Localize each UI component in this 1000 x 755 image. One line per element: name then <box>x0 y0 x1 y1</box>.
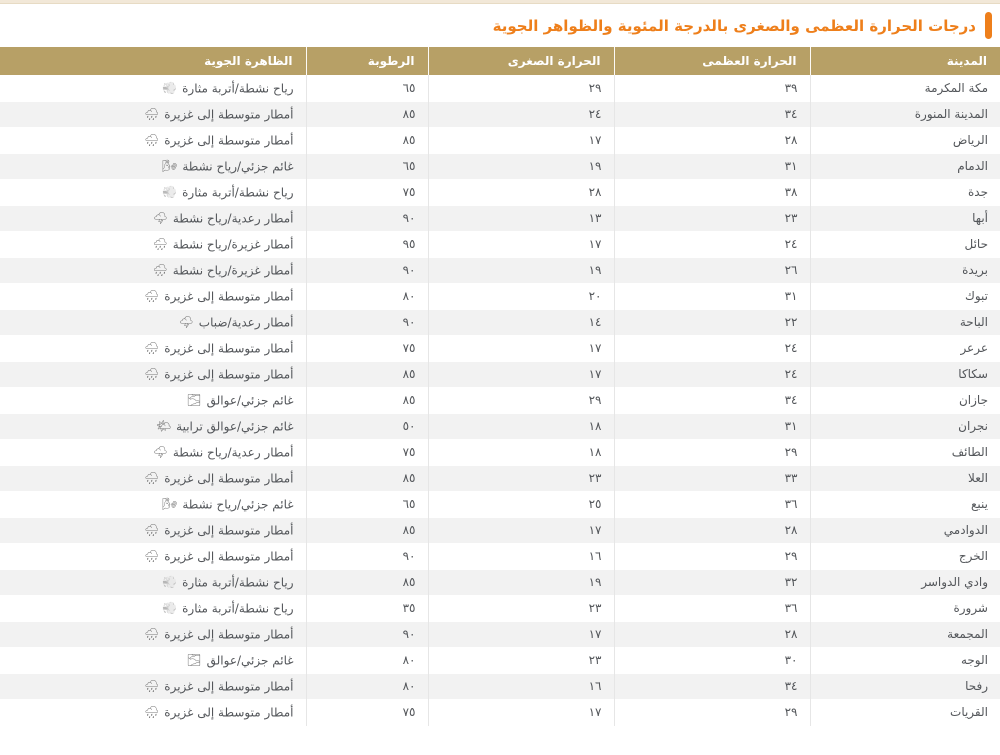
cell-max: ٢٤ <box>614 335 810 361</box>
cell-max: ٣٦ <box>614 491 810 517</box>
cell-max: ٢٤ <box>614 231 810 257</box>
cell-min: ١٤ <box>428 309 614 335</box>
rain-cloud-icon: 🌧 <box>144 367 160 382</box>
phenomenon-label: أمطار رعدية/رياح نشطة <box>172 211 294 226</box>
cell-city: الطائف <box>810 439 1000 465</box>
cell-max: ٢٨ <box>614 621 810 647</box>
thunderstorm-icon: 🌩 <box>178 315 194 330</box>
table-row <box>0 517 1000 543</box>
phenomenon-label: أمطار متوسطة إلى غزيرة <box>164 471 294 486</box>
cell-phenomenon <box>0 75 306 101</box>
table-row <box>0 387 1000 413</box>
cell-min: ١٦ <box>428 543 614 569</box>
cell-city: أبها <box>810 205 1000 231</box>
cell-min: ٢٤ <box>428 101 614 127</box>
cell-city: القريات <box>810 699 1000 725</box>
cell-phenomenon <box>0 231 306 257</box>
cell-humidity: ٩٠ <box>306 309 428 335</box>
column-header-min: الحرارة الصغرى <box>428 47 614 75</box>
thunderstorm-icon: 🌩 <box>152 211 168 226</box>
cell-humidity: ٧٥ <box>306 179 428 205</box>
cell-min: ٢٩ <box>428 387 614 413</box>
cell-phenomenon <box>0 647 306 673</box>
cell-humidity: ٨٥ <box>306 387 428 413</box>
phenomenon-label: رياح نشطة/أتربة مثارة <box>182 185 294 200</box>
cell-city: نجران <box>810 413 1000 439</box>
wind-cloud-icon: 🌬 <box>162 159 178 174</box>
phenomenon-label: أمطار غزيرة/رياح نشطة <box>172 237 294 252</box>
cell-humidity: ٦٥ <box>306 153 428 179</box>
cell-max: ٣٤ <box>614 673 810 699</box>
phenomenon-label: أمطار متوسطة إلى غزيرة <box>164 627 294 642</box>
phenomenon-label: أمطار متوسطة إلى غزيرة <box>164 289 294 304</box>
table-row <box>0 361 1000 387</box>
haze-icon: 🌫 <box>186 653 202 668</box>
table-row <box>0 257 1000 283</box>
cell-phenomenon <box>0 205 306 231</box>
rain-cloud-icon: 🌧 <box>144 107 160 122</box>
cell-humidity: ٨٥ <box>306 361 428 387</box>
cell-min: ١٨ <box>428 439 614 465</box>
phenomenon-label: رياح نشطة/أتربة مثارة <box>182 575 294 590</box>
cell-phenomenon <box>0 517 306 543</box>
cell-humidity: ٣٥ <box>306 595 428 621</box>
cell-max: ٢٩ <box>614 699 810 725</box>
cell-humidity: ٥٠ <box>306 413 428 439</box>
cell-max: ٢٩ <box>614 439 810 465</box>
cell-phenomenon <box>0 699 306 725</box>
column-header-city: المدينة <box>810 47 1000 75</box>
cell-min: ٢٣ <box>428 647 614 673</box>
cell-humidity: ٧٥ <box>306 699 428 725</box>
cell-city: مكة المكرمة <box>810 75 1000 101</box>
phenomenon-label: أمطار متوسطة إلى غزيرة <box>164 549 294 564</box>
cell-humidity: ٦٥ <box>306 491 428 517</box>
phenomenon-label: غائم جزئي/رياح نشطة <box>182 159 294 174</box>
table-row <box>0 75 1000 101</box>
cell-humidity: ٧٥ <box>306 335 428 361</box>
page-title: درجات الحرارة العظمى والصغرى بالدرجة المئوية والظواهر الجوية <box>492 16 976 35</box>
cell-city: المدينة المنورة <box>810 101 1000 127</box>
table-row <box>0 205 1000 231</box>
cell-phenomenon <box>0 595 306 621</box>
cell-min: ١٧ <box>428 517 614 543</box>
cell-max: ٢٩ <box>614 543 810 569</box>
phenomenon-label: أمطار متوسطة إلى غزيرة <box>164 679 294 694</box>
cell-humidity: ٩٥ <box>306 231 428 257</box>
table-row <box>0 595 1000 621</box>
table-row <box>0 621 1000 647</box>
haze-icon: 🌫 <box>186 393 202 408</box>
cell-min: ١٧ <box>428 361 614 387</box>
cell-max: ٢٦ <box>614 257 810 283</box>
cell-city: الباحة <box>810 309 1000 335</box>
rain-cloud-icon: 🌧 <box>144 679 160 694</box>
rain-cloud-icon: 🌧 <box>144 471 160 486</box>
weather-table <box>0 47 1000 726</box>
cell-max: ٣٤ <box>614 101 810 127</box>
cell-city: شرورة <box>810 595 1000 621</box>
table-row <box>0 569 1000 595</box>
cell-phenomenon <box>0 439 306 465</box>
cell-phenomenon <box>0 335 306 361</box>
cell-min: ٢٨ <box>428 179 614 205</box>
cell-min: ١٧ <box>428 335 614 361</box>
rain-cloud-icon: 🌧 <box>152 263 168 278</box>
cell-max: ٣٣ <box>614 465 810 491</box>
dust-wind-icon: 💨 <box>162 81 178 95</box>
cell-phenomenon <box>0 673 306 699</box>
rain-cloud-icon: 🌧 <box>144 133 160 148</box>
table-body <box>0 75 1000 725</box>
cell-min: ٢٥ <box>428 491 614 517</box>
cell-humidity: ٨٥ <box>306 569 428 595</box>
phenomenon-label: أمطار متوسطة إلى غزيرة <box>164 705 294 720</box>
phenomenon-label: رياح نشطة/أتربة مثارة <box>182 601 294 616</box>
phenomenon-label: أمطار رعدية/ضباب <box>198 315 294 330</box>
phenomenon-label: غائم جزئي/عوالق <box>206 393 294 408</box>
phenomenon-label: أمطار متوسطة إلى غزيرة <box>164 367 294 382</box>
table-row <box>0 413 1000 439</box>
cell-city: عرعر <box>810 335 1000 361</box>
cell-phenomenon <box>0 621 306 647</box>
table-row <box>0 309 1000 335</box>
thunderstorm-icon: 🌩 <box>152 445 168 460</box>
cell-phenomenon <box>0 283 306 309</box>
cell-max: ٣٨ <box>614 179 810 205</box>
cell-min: ٢٣ <box>428 595 614 621</box>
phenomenon-label: أمطار متوسطة إلى غزيرة <box>164 523 294 538</box>
cell-max: ٣٤ <box>614 387 810 413</box>
cell-max: ٣١ <box>614 283 810 309</box>
table-header <box>0 47 1000 75</box>
cell-min: ١٧ <box>428 621 614 647</box>
cell-min: ١٧ <box>428 699 614 725</box>
cell-min: ١٦ <box>428 673 614 699</box>
cell-max: ٢٨ <box>614 127 810 153</box>
cell-min: ١٧ <box>428 231 614 257</box>
cell-city: سكاكا <box>810 361 1000 387</box>
cell-city: جازان <box>810 387 1000 413</box>
cell-humidity: ٩٠ <box>306 257 428 283</box>
cell-max: ٣٩ <box>614 75 810 101</box>
table-row <box>0 101 1000 127</box>
cell-city: بريدة <box>810 257 1000 283</box>
table-row <box>0 335 1000 361</box>
phenomenon-label: أمطار رعدية/رياح نشطة <box>172 445 294 460</box>
phenomenon-label: أمطار متوسطة إلى غزيرة <box>164 107 294 122</box>
cell-min: ١٣ <box>428 205 614 231</box>
cell-city: تبوك <box>810 283 1000 309</box>
cell-phenomenon <box>0 387 306 413</box>
cell-city: جدة <box>810 179 1000 205</box>
cell-city: الخرج <box>810 543 1000 569</box>
cell-phenomenon <box>0 101 306 127</box>
column-header-phenomenon: الظاهرة الجوية <box>0 47 306 75</box>
cell-city: المجمعة <box>810 621 1000 647</box>
cell-max: ٣١ <box>614 413 810 439</box>
rain-cloud-icon: 🌧 <box>144 289 160 304</box>
cell-min: ٢٣ <box>428 465 614 491</box>
title-accent-bar <box>985 12 992 39</box>
dust-wind-icon: 💨 <box>162 185 178 200</box>
cell-min: ١٩ <box>428 153 614 179</box>
cell-min: ١٧ <box>428 127 614 153</box>
cell-max: ٢٣ <box>614 205 810 231</box>
table-row <box>0 647 1000 673</box>
table-row <box>0 127 1000 153</box>
cell-min: ٢٠ <box>428 283 614 309</box>
cell-city: الدوادمي <box>810 517 1000 543</box>
cell-humidity: ٨٥ <box>306 101 428 127</box>
section-header <box>0 4 1000 47</box>
phenomenon-label: أمطار متوسطة إلى غزيرة <box>164 133 294 148</box>
column-header-humidity: الرطوبة <box>306 47 428 75</box>
cell-city: حائل <box>810 231 1000 257</box>
cell-phenomenon <box>0 179 306 205</box>
cell-phenomenon <box>0 543 306 569</box>
cell-humidity: ٨٠ <box>306 673 428 699</box>
cell-city: الوجه <box>810 647 1000 673</box>
cell-max: ٣١ <box>614 153 810 179</box>
cell-humidity: ٨٥ <box>306 127 428 153</box>
table-row <box>0 153 1000 179</box>
table-row <box>0 231 1000 257</box>
rain-cloud-icon: 🌧 <box>144 627 160 642</box>
cell-phenomenon <box>0 569 306 595</box>
cell-max: ٣٦ <box>614 595 810 621</box>
cell-humidity: ٨٥ <box>306 465 428 491</box>
cell-phenomenon <box>0 413 306 439</box>
cell-humidity: ٧٥ <box>306 439 428 465</box>
cell-max: ٢٤ <box>614 361 810 387</box>
rain-cloud-icon: 🌧 <box>144 705 160 720</box>
rain-cloud-icon: 🌧 <box>144 523 160 538</box>
rain-cloud-icon: 🌧 <box>152 237 168 252</box>
table-row <box>0 439 1000 465</box>
cell-humidity: ٦٥ <box>306 75 428 101</box>
table-header-row <box>0 47 1000 75</box>
cell-phenomenon <box>0 309 306 335</box>
rain-cloud-icon: 🌧 <box>144 549 160 564</box>
table-row <box>0 673 1000 699</box>
cell-phenomenon <box>0 465 306 491</box>
table-row <box>0 179 1000 205</box>
phenomenon-label: غائم جزئي/رياح نشطة <box>182 497 294 512</box>
phenomenon-label: غائم جزئي/عوالق ترابية <box>176 419 294 434</box>
sun-dust-haze-icon: 🌤 <box>155 419 172 434</box>
table-row <box>0 543 1000 569</box>
phenomenon-label: أمطار متوسطة إلى غزيرة <box>164 341 294 356</box>
phenomenon-label: أمطار غزيرة/رياح نشطة <box>172 263 294 278</box>
table-row <box>0 465 1000 491</box>
cell-max: ٢٨ <box>614 517 810 543</box>
cell-phenomenon <box>0 491 306 517</box>
cell-phenomenon <box>0 127 306 153</box>
cell-humidity: ٨٠ <box>306 283 428 309</box>
cell-humidity: ٨٥ <box>306 517 428 543</box>
cell-humidity: ٩٠ <box>306 621 428 647</box>
cell-phenomenon <box>0 257 306 283</box>
cell-city: رفحا <box>810 673 1000 699</box>
cell-humidity: ٩٠ <box>306 205 428 231</box>
cell-phenomenon <box>0 153 306 179</box>
cell-max: ٣٠ <box>614 647 810 673</box>
cell-city: وادي الدواسر <box>810 569 1000 595</box>
cell-min: ١٩ <box>428 257 614 283</box>
cell-city: ينبع <box>810 491 1000 517</box>
table-row <box>0 491 1000 517</box>
dust-wind-icon: 💨 <box>162 601 178 616</box>
cell-city: العلا <box>810 465 1000 491</box>
cell-max: ٢٢ <box>614 309 810 335</box>
cell-city: الرياض <box>810 127 1000 153</box>
phenomenon-label: غائم جزئي/عوالق <box>206 653 294 668</box>
cell-max: ٣٢ <box>614 569 810 595</box>
cell-humidity: ٨٠ <box>306 647 428 673</box>
cell-city: الدمام <box>810 153 1000 179</box>
column-header-max: الحرارة العظمى <box>614 47 810 75</box>
table-row <box>0 699 1000 725</box>
cell-min: ١٩ <box>428 569 614 595</box>
cell-phenomenon <box>0 361 306 387</box>
cell-min: ١٨ <box>428 413 614 439</box>
table-row <box>0 283 1000 309</box>
cell-humidity: ٩٠ <box>306 543 428 569</box>
dust-wind-icon: 💨 <box>162 575 178 590</box>
cell-min: ٢٩ <box>428 75 614 101</box>
wind-cloud-icon: 🌬 <box>162 497 178 512</box>
phenomenon-label: رياح نشطة/أتربة مثارة <box>182 81 294 95</box>
rain-cloud-icon: 🌧 <box>144 341 160 356</box>
